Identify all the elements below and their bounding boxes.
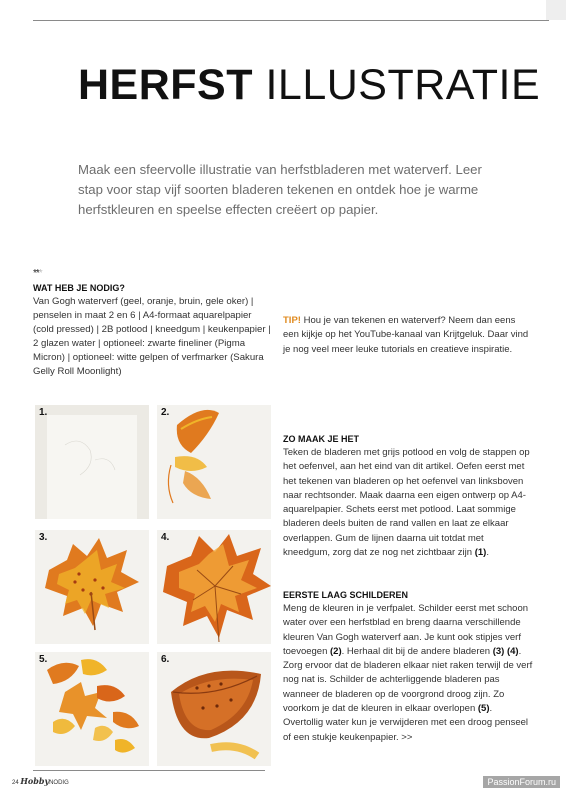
intro-text: Maak een sfeervolle illustratie van herfstbladeren met waterverf. Leer stap voor stap vijf soorten bladeren tekenen en ontdek hoe je warme herfstkleuren en speelse effecten creëert op papier. — [78, 162, 482, 217]
watermark: PassionForum.ru — [483, 776, 560, 788]
first-layer-text-c: . Zorg ervoor dat de bladeren elkaar niet raken terwijl de verf nog nat is. Schilder de achterliggende bladeren pas wanneer de bladeren op de voorgrond droog zijn. Zo voorkom je dat de kleuren in elkaar overlopen — [283, 645, 533, 715]
tip-label: TIP! — [283, 315, 301, 326]
bottom-divider — [33, 770, 265, 771]
maple-leaf-detail-illustration — [157, 530, 271, 644]
how-to-text-end: . — [486, 547, 489, 559]
step-number: 3. — [39, 532, 48, 543]
step-reference: (5) — [477, 703, 490, 715]
step-photo-5 — [35, 652, 149, 766]
step-reference: (2) — [330, 645, 342, 657]
page-title — [78, 61, 541, 109]
difficulty-stars-filled: ** — [33, 268, 39, 279]
magazine-logo-suffix: NODIG — [49, 780, 69, 786]
step-number: 6. — [161, 654, 170, 665]
step-photo-1 — [35, 405, 149, 519]
step-reference: (3) (4) — [492, 645, 519, 657]
first-layer-text-d: . Overtollig water kun je verwijderen met een droog penseel of een stukje keukenpapier. >> — [283, 703, 529, 743]
step-number: 4. — [161, 532, 170, 543]
leaf-first-wash-illustration — [157, 405, 271, 519]
oval-leaf-illustration — [157, 652, 271, 766]
section-heading-how-to: ZO MAAK JE HET — [283, 434, 360, 444]
first-layer-text-a: Meng de kleuren in je verfpalet. Schilder eerst met schoon water over een herfstblad en breng daarna verschillende kleuren Van Gogh waterverf aan. Je kunt ook stipjes verf toevoegen — [283, 603, 529, 657]
step-photo-6 — [157, 652, 271, 766]
step-photo-3 — [35, 530, 149, 644]
title-bold: HERFST — [78, 61, 253, 109]
section-text-first-layer — [283, 602, 533, 745]
blank-paper-illustration — [35, 405, 149, 519]
difficulty-stars-empty: * — [38, 268, 42, 279]
step-number: 2. — [161, 407, 170, 418]
multiple-leaves-illustration — [35, 652, 149, 766]
step-reference: (1) — [474, 547, 487, 559]
title-light: ILLUSTRATIE — [265, 61, 541, 109]
top-divider — [33, 20, 549, 21]
difficulty-rating — [33, 268, 42, 279]
tip-text: Hou je van tekenen en waterverf? Neem dan eens een kijkje op het YouTube-kanaal van Krijtgeluk. Daar vind je nog veel meer leuke tutorials en creatieve inspiratie. — [283, 315, 529, 355]
step-photo-2 — [157, 405, 271, 519]
tip-box — [283, 314, 529, 357]
materials-list: Van Gogh waterverf (geel, oranje, bruin, gele oker) | penselen in maat 2 en 6 | A4-formaat aquarelpapier (cold pressed) | 2B potlood | kneedgum | keukenpapier | 2 glazen water | optioneel: zwarte fineliner (Pigma Micron) | optioneel: witte gelpen of verfmarker (Sakura Gelly Roll Moonlight) — [33, 296, 271, 377]
page-corner — [546, 0, 566, 20]
step-number: 5. — [39, 654, 48, 665]
magazine-logo: Hobby — [20, 776, 50, 786]
maple-leaf-illustration — [35, 530, 149, 644]
section-heading-first-layer: EERSTE LAAG SCHILDEREN — [283, 590, 409, 600]
first-layer-text-b: . Herhaal dit bij de andere bladeren — [341, 645, 493, 657]
section-text-how-to — [283, 446, 533, 560]
step-number: 1. — [39, 407, 48, 418]
page-footer — [12, 776, 69, 786]
page-number: 24 — [12, 780, 19, 786]
materials-heading: WAT HEB JE NODIG? — [33, 283, 125, 293]
how-to-text: Teken de bladeren met grijs potlood en volg de stappen op het oefenvel, aan het eind van dit artikel. Oefen eerst met het tekenen van bladeren op het oefenvel van linksboven naar rechtsonder. Maak daarna een eigen ontwerp op A4-aquarelpapier. Schets eerst met potlood. Laat sommige bladeren deels buiten de rand vallen en laat ze elkaar overlappen. Gum de lijnen daarna uit totdat met kneedgum, zorg dat ze nog net zichtbaar zijn — [283, 447, 530, 559]
step-photo-4 — [157, 530, 271, 644]
